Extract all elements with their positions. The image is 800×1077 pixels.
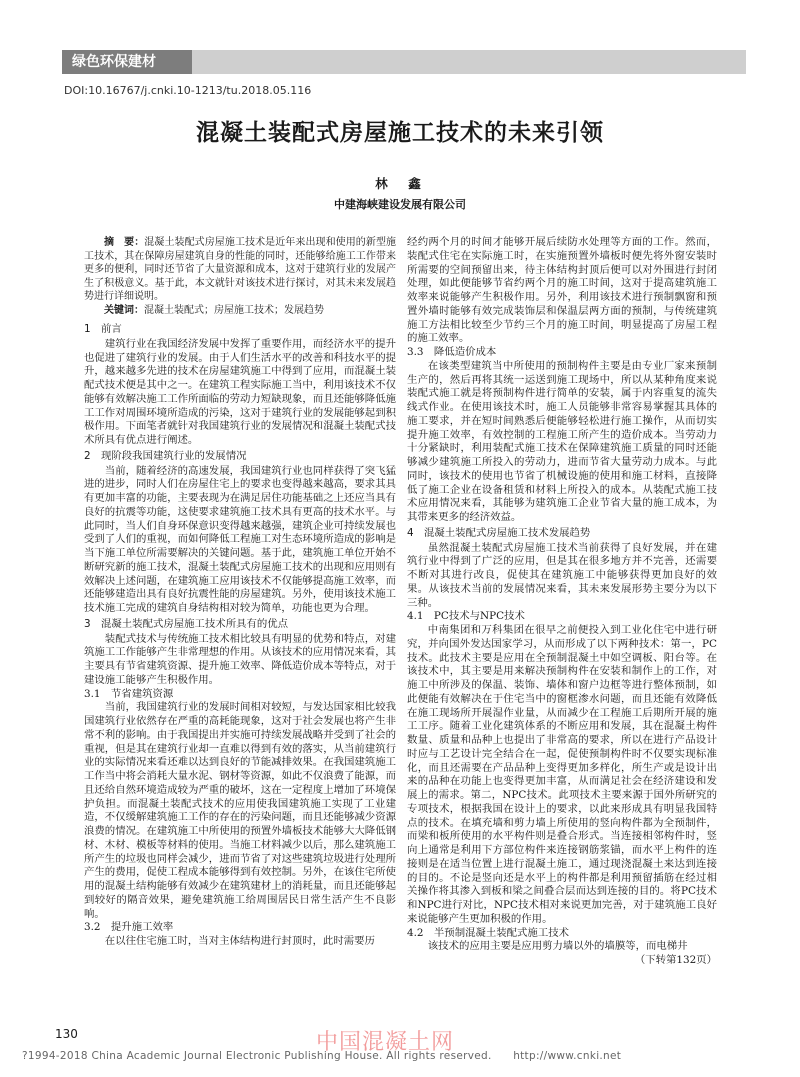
section-tab: 绿色环保建材 <box>62 50 192 74</box>
section-heading: 4 混凝土装配式房屋施工技术发展趋势 <box>407 526 591 539</box>
page-number: 130 <box>55 1027 78 1041</box>
footer: ?1994-2018 China Academic Journal Electronic Publishing House. All rights reserved. http://www.cnki.net <box>22 1050 622 1062</box>
paragraph: 虽然混凝土装配式房屋施工技术当前获得了良好发展，并在建筑行业中得到了广泛的应用，但是其在很多地方并不完善，还需要不断对其进行改良，促使其在建筑施工中能够获得更加良好的效果。从该技术当前的发展情况来看，其未来发展形势主要分为以下三种。 <box>407 541 717 609</box>
subsection-heading: 4.2 半预制混凝土装配式施工技术 <box>407 926 569 939</box>
left-column <box>84 236 396 949</box>
author: 林 鑫 <box>375 176 425 191</box>
paragraph: 在该类型建筑当中所使用的预制构件主要是由专业厂家来预制生产的，然后再将其统一运送到施工现场中，所以从某种角度来说装配式施工就是将预制构件进行简单的安装，属于内容重复的流失线式作业。在使用该技术时，施工人员能够非常容易掌握其具体的施工要求，并在短时间熟悉后便能够轻松进行施工操作，从而切实提升施工效率，有效控制的工程施工所产生的造价成本。当劳动力十分紧缺时，利用装配式施工技术在保障建筑施工质量的同时还能够减少建筑施工所投入的劳动力，进而节省大量劳动力成本。与此同时，该技术的使用也节省了机械设施的使用和施工材料，直接降低了施工企业在设备租赁和材料上所投入的成本。从装配式施工技术应用情况来看，其能够为建筑施工企业节省大量的施工成本，为其带来更多的经济效益。 <box>407 359 717 523</box>
paragraph: 该技术的应用主要是应用剪力墙以外的墙膜等，而电梯井 <box>427 940 688 953</box>
section-heading: 3 混凝土装配式房屋施工技术所具有的优点 <box>84 617 289 630</box>
watermark: 中国混凝土网 <box>316 1030 455 1055</box>
paragraph: 当前，随着经济的高速发展，我国建筑行业也同样获得了突飞猛进的进步，同时人们在房屋住宅上的要求也变得越来越高，要求其具有更加丰富的功能，主要表现为在满足居住功能基础之上还应当具有良好的抗震等功能，这使要求建筑施工技术具有更高的技术水平。与此同时，当人们自身环保意识变得越来越强，建筑企业可持续发展也受到了人们的重视，而如何降低工程施工对生态环境所造成的影响是当下施工单位所需要解决的关键问题。基于此，建筑施工单位开始不断研究新的施工技术，混凝土装配式房屋施工技术的出现和应用则有效解决上述问题，在建筑施工应用该技术不仅能够提高施工效率，而还能够建造出具有良好抗震性能的房屋建筑。另外，使用该技术施工技术施工完成的建筑自身结构相对较为简单，功能也更为合理。 <box>84 464 396 614</box>
paragraph: 经约两个月的时间才能够开展后续防水处理等方面的工作。然而，装配式住宅在实际施工时，在实施预置外墙板时便先将外窗安装时所需要的空间预留出来，待主体结构封顶后便可以对外围进行封闭处理，如此便能够节省约两个月的施工时间，这对于提高建筑施工效率来说能够产生积极作用。另外，利用该技术进行预制飘窗和预置外墙时能够有效完成装饰层和保温层两方面的预制，与传统建筑施工方法相比较至少节约三个月的施工时间，明显提高了房屋工程的施工效率。 <box>407 236 717 345</box>
doi-line: DOI:10.16767/j.cnki.10-1213/tu.2018.05.116 <box>64 84 312 97</box>
paper-title: 混凝土装配式房屋施工技术的未来引领 <box>196 119 604 146</box>
paragraph: 中南集团和万科集团在很早之前便投入到工业化住宅中进行研究，并向国外发达国家学习，从而形成了以下两种技术：第一，PC技术。此技术主要是应用在全预制混凝土中如空调板、阳台等。在该技术中，其主要是用来解决预制构件在安装和制作上的工作，对施工中所涉及的保温、装饰、墙体和窗户边框等进行整体预制，如此便能有效解决在于住宅当中的窗框渗水问题，而且还能有效降低在施工现场所开展湿作业量，从而减少在工程施工后期所开展的施工工序。随着工业化建筑体系的不断应用和发展，其在混凝土构件数量、质量和品种上也提出了非常高的要求，所以在进行产品设计时应与工艺设计完全结合在一起，促使预制构件时不仅要实现标准化，而且还需要在产品品种上变得更加多样化，所生产或是设计出来的品种在功能上也变得更加丰富，从而满足社会在经济建设和发展上的需求。第二，NPC技术。此项技术主要来源于国外所研究的专项技术，根据我国在设计上的要求，以此来形成具有明显我国特点的技术。在填充墙和剪力墙上所使用的竖向构件都为全预制件，而梁和板所使用的水平构件则是叠合形式。当连接相邻构件时，竖向上通常是利用下方部位构件来连接钢筋浆锚，而水平上构件的连接则是在适当位置上进行混凝土施工，通过现浇混凝土来达到连接的目的。不论是竖向还是水平上的构件都是利用预留插筋在经过相关操作将其渗入到板和梁之间叠合层而达到连接的目的。将PC技术和NPC进行对比，NPC技术相对来说更加完善，对于建筑施工良好来说能够产生更加积极的作用。 <box>407 624 717 925</box>
abstract-text: 混凝土装配式房屋施工技术是近年来出现和使用的新型施工技术，其在保障房屋建筑自身的性能的同时，还能够给施工工作带来更多的便利，同时还节省了大量资源和成本，这对于建筑行业的发展产生了积极意义。基于此，本文就针对该技术进行探讨，对其未来发展趋势进行详细说明。 <box>84 237 397 302</box>
subsection-heading: 4.1 PC技术与NPC技术 <box>407 610 525 623</box>
paragraph: 建筑行业在我国经济发展中发挥了重要作用，而经济水平的提升也促进了建筑行业的发展。由于人们生活水平的改善和科技水平的提升，越来越多先进的技术在房屋建筑施工中得到了应用，而混凝土装配式技术便是其中之一。在建筑工程实际施工当中，利用该技术不仅能够有效解决施工工作所面临的劳动力短缺现象，而且还能够降低施工工作对周围环境所造成的污染，这对于建筑行业的发展能够起到积极作用。下面笔者就针对我国建筑行业的发展情况和混凝土装配式技术所具有优点进行阐述。 <box>84 337 396 446</box>
abstract <box>84 236 396 317</box>
section-heading: 2 现阶段我国建筑行业的发展情况 <box>84 449 247 462</box>
subsection-heading: 3.1 节省建筑资源 <box>84 687 174 700</box>
right-column <box>407 236 717 968</box>
paragraph: 在以往住宅施工时，当对主体结构进行封顶时，此时需要历 <box>104 935 375 947</box>
subsection-heading: 3.3 降低造价成本 <box>407 346 497 358</box>
continued-note: （下转第132页） <box>634 954 717 966</box>
subsection-heading: 3.2 提升施工效率 <box>84 921 174 934</box>
keywords-text: 混凝土装配式；房屋施工技术；发展趋势 <box>144 304 324 316</box>
keywords-label: 关键词： <box>104 304 144 316</box>
abstract-label: 摘 要： <box>104 237 145 248</box>
paragraph: 装配式技术与传统施工技术相比较具有明显的优势和特点，对建筑施工工作能够产生非常理想的作用。从该技术的应用情况来看，其主要具有节省建筑资源、提升施工效率、降低造价成本等特点，对于建设施工能够产生积极作用。 <box>84 632 396 686</box>
paragraph: 当前，我国建筑行业的发展时间相对较短，与发达国家相比较我国建筑行业依然存在严重的高耗能现象，这对于社会发展也将产生非常不利的影响。由于我国提出并实施可持续发展战略并受到了社会的重视，但是其在建筑行业却一直难以得到有效的落实，从当前建筑行业的实际情况来看还难以达到良好的节能减排效果。在我国建筑施工工作当中将会消耗大量水泥、钢材等资源，如此不仅浪费了能源，而且还给自然环境造成较为严重的破坏，这在一定程度上增加了环境保护负担。而混凝土装配式技术的应用使我国建筑施工实现了工业建造，不仅缓解建筑施工工作的存在的污染问题，而且还能够减少资源浪费的情况。在建筑施工中所使用的预置外墙板技术能够大大降低钢材、木材、模板等材料的使用。当施工材料减少以后，那么建筑施工所产生的垃圾也同样会减少，进而节省了对这些建筑垃圾进行处理所产生的费用，促使工程成本能够得到有效控制。另外，在该住宅所使用的混凝土结构能够有效减少在建筑建材上的消耗量，而且还能够起到较好的隔音效果，避免建筑施工给周围居民日常生活产生不良影响。 <box>84 701 396 920</box>
affiliation: 中建海峡建设发展有限公司 <box>334 198 466 211</box>
section-heading: 1 前言 <box>84 323 122 335</box>
